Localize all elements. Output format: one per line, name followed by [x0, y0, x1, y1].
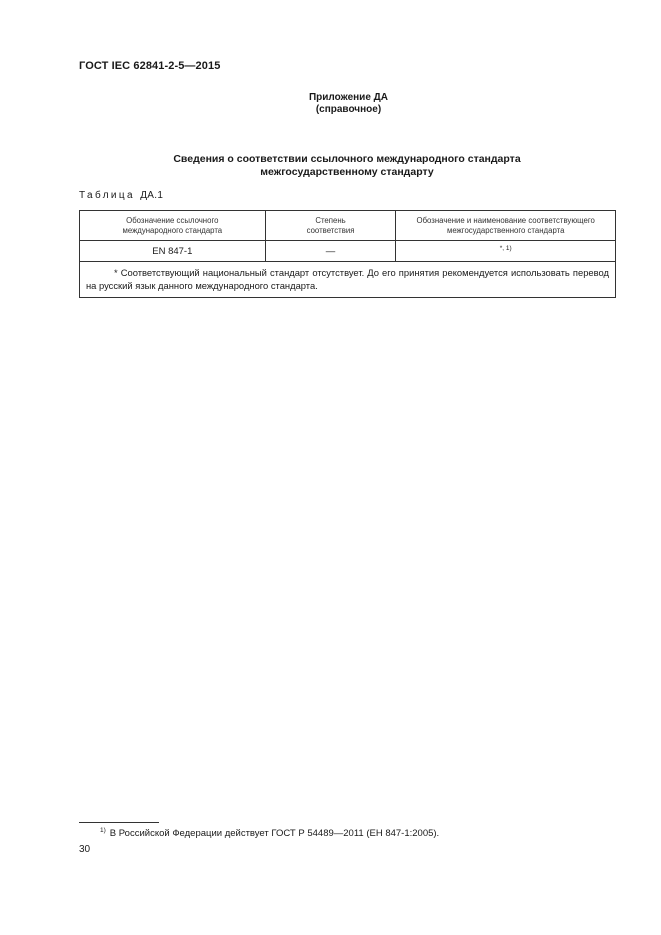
document-header-standard: ГОСТ IEC 62841-2-5—2015 [79, 60, 221, 72]
table-note-row [80, 262, 616, 298]
header-degree-line1: Степень [315, 215, 346, 225]
table-note-text: * Соответствующий национальный стандарт отсутствует. До его принятия рекомендуется использовать перевод на русский язык данного международного стандарта. [86, 267, 609, 291]
cell-designation: EN 847-1 [80, 241, 266, 262]
footnote-marker: 1) [100, 827, 106, 834]
footnote [100, 827, 439, 839]
page-number: 30 [79, 844, 91, 855]
header-interstate-line1: Обозначение и наименование соответствующего [416, 215, 595, 225]
cell-interstate-mark: * [499, 244, 503, 252]
cell-interstate-footnote-ref: , 1) [502, 244, 512, 252]
annex-subtitle: (справочное) [315, 104, 382, 115]
header-interstate-line2: межгосударственного стандарта [446, 225, 565, 235]
reference-table [79, 210, 616, 298]
section-title-line2: межгосударственному стандарту [260, 166, 434, 178]
header-degree-line2: соответствия [306, 225, 355, 235]
cell-degree: — [265, 241, 396, 262]
annex-heading [0, 92, 661, 116]
section-title-line1: Сведения о соответствии ссылочного международного стандарта [173, 153, 521, 165]
header-designation-line2: международного стандарта [122, 225, 223, 235]
header-cell-degree [265, 211, 396, 241]
annex-title: Приложение ДА [308, 92, 389, 103]
footnote-separator [79, 822, 159, 823]
table-row [80, 241, 616, 262]
section-title [79, 153, 615, 179]
header-cell-designation [80, 211, 266, 241]
table-label-number: ДА.1 [140, 190, 164, 201]
header-designation-line1: Обозначение ссылочного [126, 215, 219, 225]
table-label [79, 190, 163, 201]
table-note-cell [80, 262, 616, 298]
header-cell-interstate [396, 211, 616, 241]
footnote-text: В Российской Федерации действует ГОСТ Р 54489—2011 (ЕН 847-1:2005). [109, 828, 440, 840]
table-label-word: Таблица [79, 190, 136, 201]
table-header-row [80, 211, 616, 241]
cell-interstate [396, 241, 616, 262]
